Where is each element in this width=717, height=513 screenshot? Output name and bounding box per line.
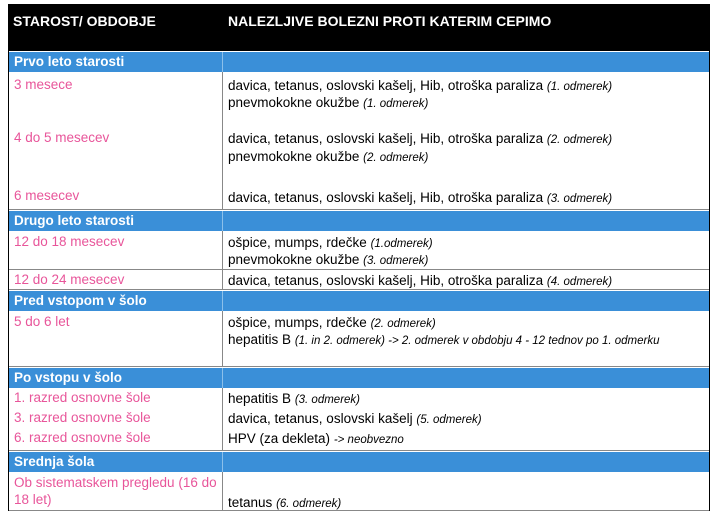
age-cell: 3 mesece xyxy=(14,77,73,92)
section-title: Po vstopu v šolo xyxy=(14,370,123,385)
section-title: Drugo leto starosti xyxy=(14,213,135,228)
age-cell: 6 mesecev xyxy=(14,188,80,203)
vaccine-cell: hepatitis B (1. in 2. odmerek) -> 2. odmerek v obdobju 4 - 12 tednov po 1. odmerku xyxy=(228,332,660,347)
section-second-year xyxy=(9,210,709,231)
header-age: STAROST/ OBDOBJE xyxy=(13,13,156,29)
vaccination-table xyxy=(8,4,710,511)
age-cell: 5 do 6 let xyxy=(14,314,70,329)
table-row xyxy=(9,472,709,511)
vaccine-cell: ošpice, mumps, rdečke (1.odmerek) xyxy=(228,235,433,250)
section-high-school xyxy=(9,451,709,472)
vaccine-cell: HPV (za dekleta) -> neobvezno xyxy=(228,431,404,446)
vaccine-cell: hepatitis B (3. odmerek) xyxy=(228,391,360,406)
vaccine-cell: davica, tetanus, oslovski kašelj, Hib, otroška paraliza (1. odmerek) xyxy=(228,78,613,93)
vaccine-cell: davica, tetanus, oslovski kašelj (5. odmerek) xyxy=(228,411,482,426)
vaccine-cell: ošpice, mumps, rdečke (2. odmerek) xyxy=(228,315,436,330)
vaccine-cell: davica, tetanus, oslovski kašelj, Hib, otroška paraliza (4. odmerek) xyxy=(228,273,613,288)
vaccine-cell: tetanus (6. odmerek) xyxy=(228,495,342,510)
age-cell: 12 do 24 mesecev xyxy=(14,272,125,287)
age-cell: 3. razred osnovne šole xyxy=(14,410,151,425)
vaccine-cell: pnevmokokne okužbe (1. odmerek) xyxy=(228,95,429,110)
table-row xyxy=(9,72,709,210)
section-title: Pred vstopom v šolo xyxy=(14,293,147,308)
vaccine-cell: davica, tetanus, oslovski kašelj, Hib, otroška paraliza (2. odmerek) xyxy=(228,131,613,146)
age-cell: 6. razred osnovne šole xyxy=(14,430,151,445)
section-before-school xyxy=(9,290,709,311)
header-diseases: NALEZLJIVE BOLEZNI PROTI KATERIM CEPIMO xyxy=(228,13,552,29)
table-row xyxy=(9,311,709,367)
vaccine-cell: pnevmokokne okužbe (3. odmerek) xyxy=(228,252,429,267)
section-first-year xyxy=(9,51,709,72)
section-title: Srednja šola xyxy=(14,454,95,469)
table-row xyxy=(9,388,709,451)
age-cell: Ob sistematskem pregledu (16 do 18 let) xyxy=(14,475,217,507)
age-cell: 1. razred osnovne šole xyxy=(14,390,151,405)
age-cell: 12 do 18 mesecev xyxy=(14,234,125,249)
table-row xyxy=(9,270,709,290)
section-title: Prvo leto starosti xyxy=(14,54,125,69)
vaccine-cell: davica, tetanus, oslovski kašelj, Hib, otroška paraliza (3. odmerek) xyxy=(228,190,613,205)
table-header xyxy=(9,5,709,51)
age-cell: 4 do 5 mesecev xyxy=(14,130,110,145)
vaccine-cell: pnevmokokne okužbe (2. odmerek) xyxy=(228,149,429,164)
section-after-school-start xyxy=(9,367,709,388)
table-row xyxy=(9,231,709,270)
